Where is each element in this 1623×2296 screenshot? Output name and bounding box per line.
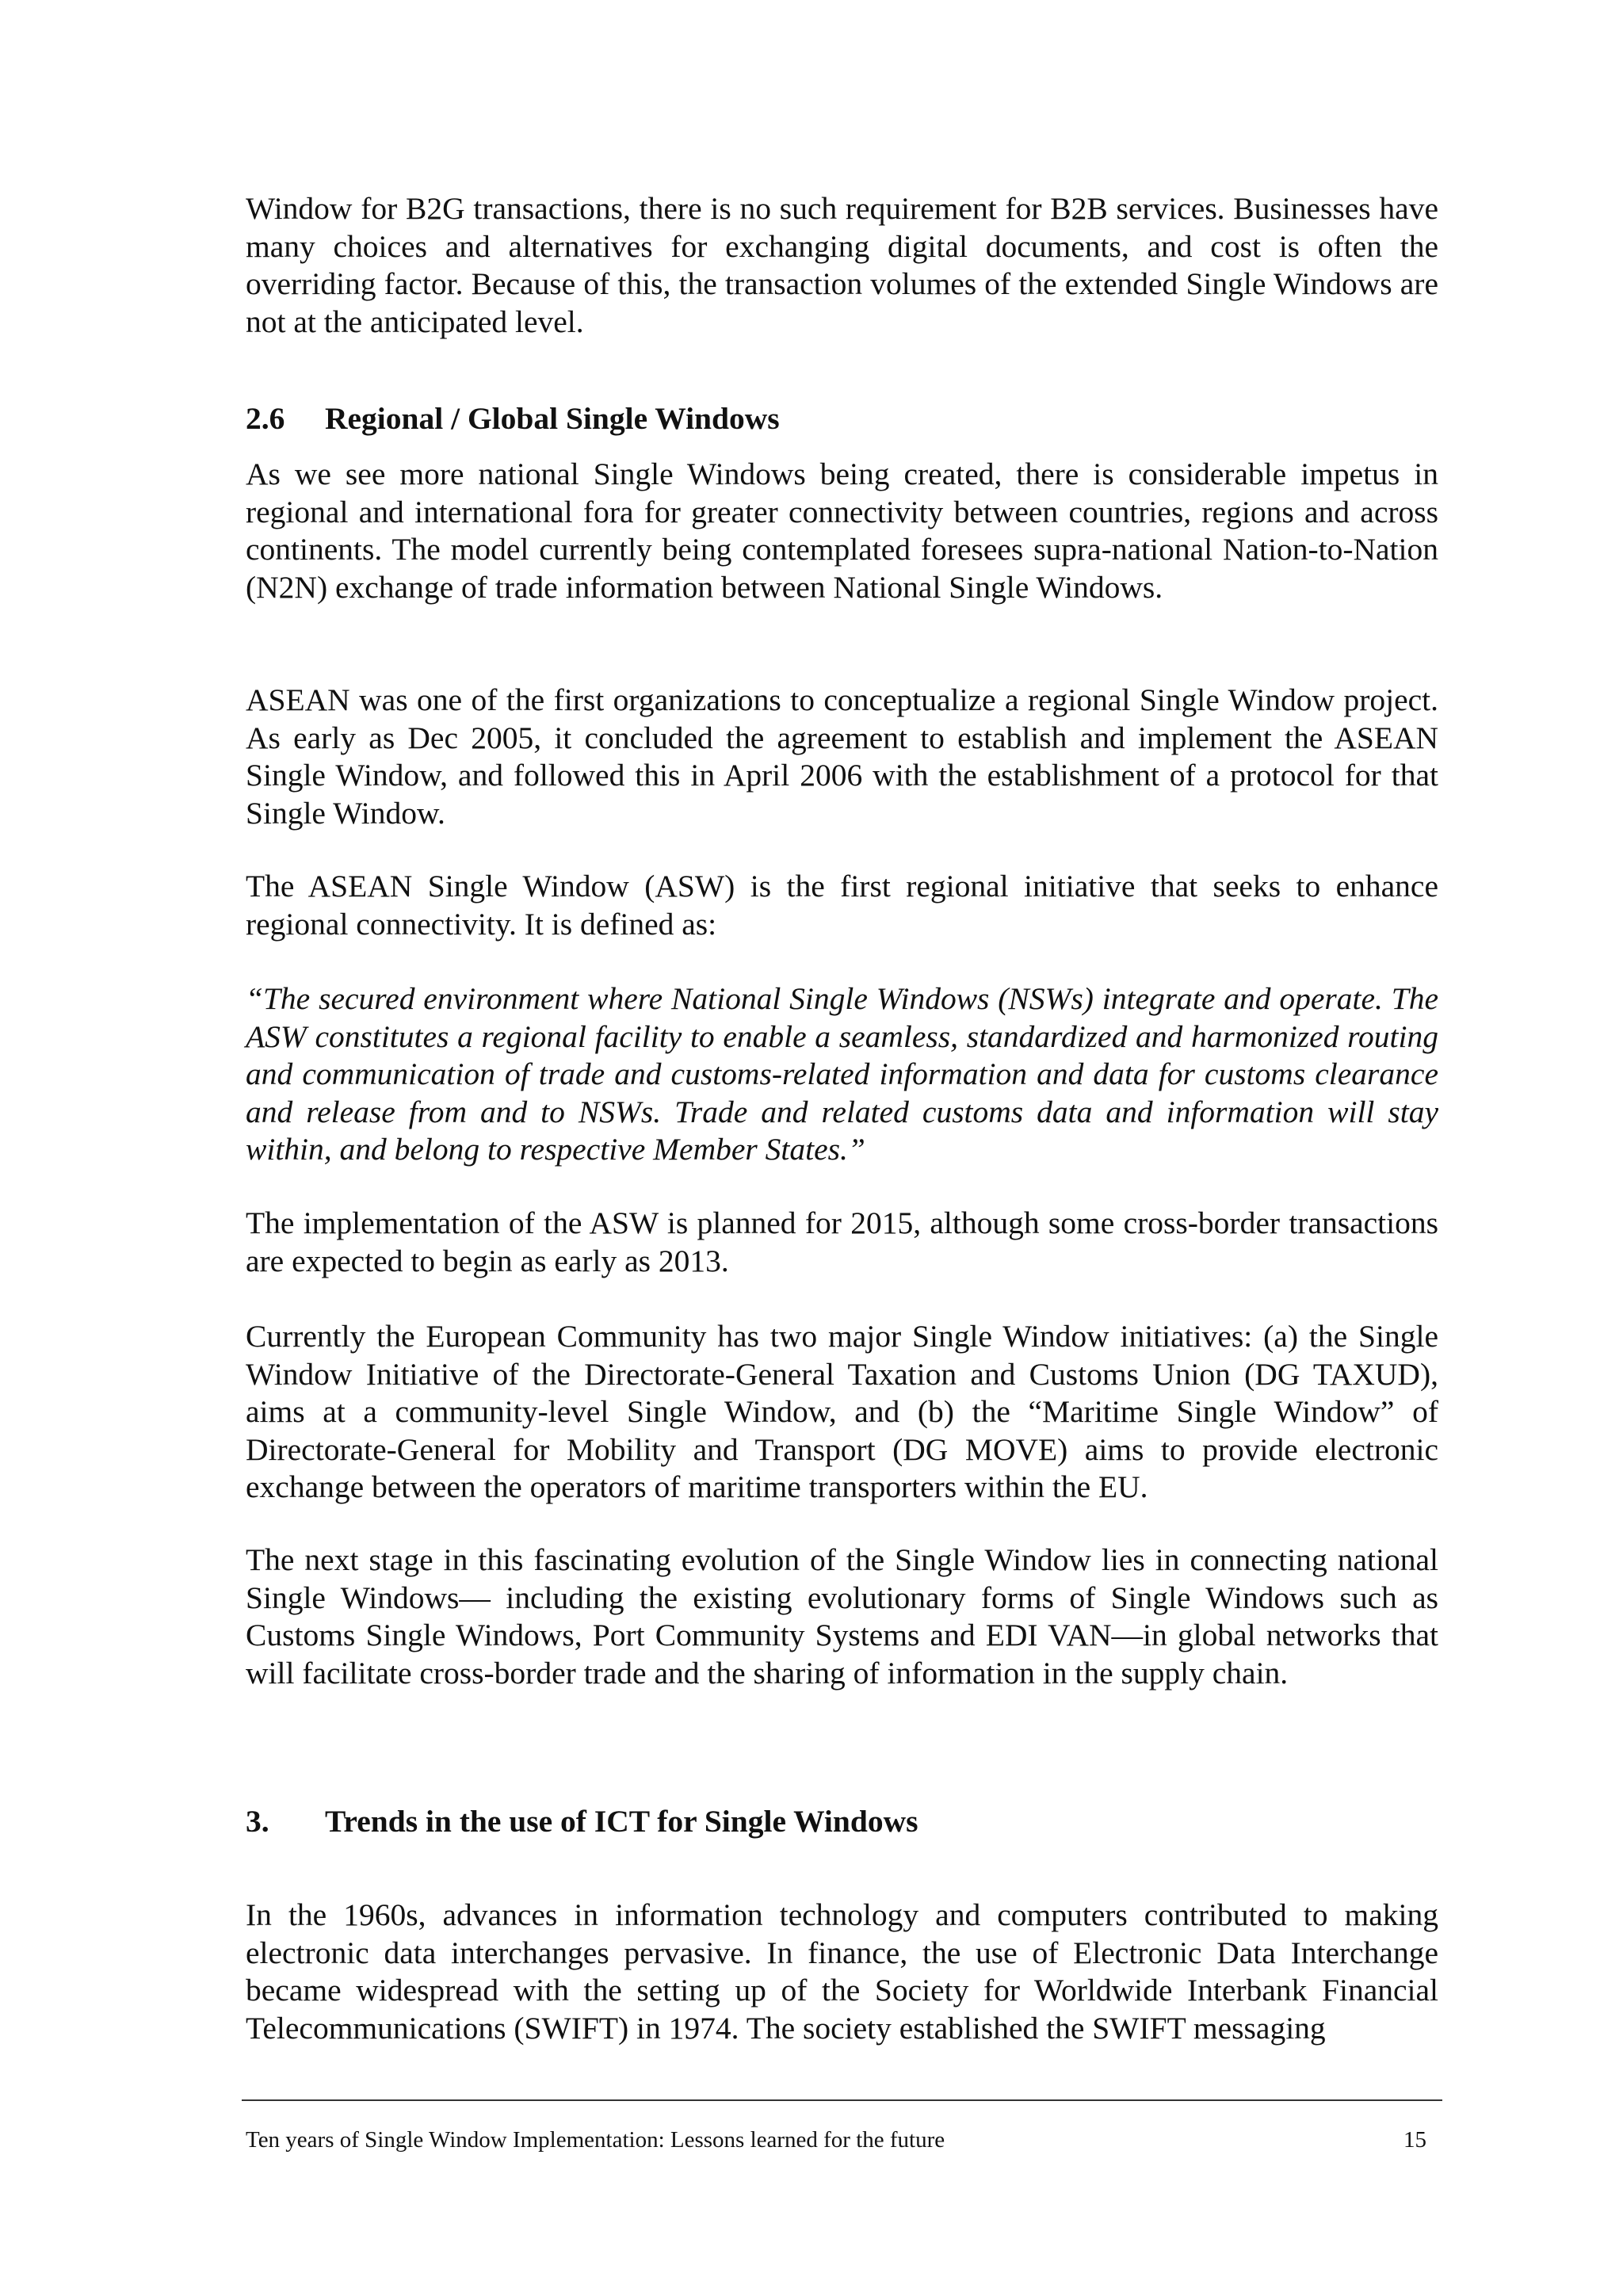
page-number: 15 (1403, 2127, 1426, 2153)
section-number: 2.6 (246, 401, 285, 436)
footer-divider (242, 2099, 1442, 2101)
paragraph-asw-intro: The ASEAN Single Window (ASW) is the first regional initiative that seeks to enhance regional connectivity. It is defined as: (246, 869, 1438, 942)
section-title: Trends in the use of ICT for Single Windows (325, 1804, 918, 1839)
paragraph-1960s-edi: In the 1960s, advances in information technology and computers contributed to making electronic data interchanges pervasive. In finance, the use of Electronic Data Interchange became widespread with the setting up of the Society for Worldwide Interbank Financial Telecommunications (SWIFT) in 1974. The society established the SWIFT messaging (246, 1897, 1438, 2046)
footer-title: Ten years of Single Window Implementation: Lessons learned for the future (246, 2127, 945, 2153)
paragraph-next-stage: The next stage in this fascinating evolution of the Single Window lies in connecting national Single Windows— including the existing evolutionary forms of Single Windows such as Customs Single Windows, Port Community Systems and EDI VAN—in global networks that will facilitate cross-border trade and the sharing of information in the supply chain. (246, 1542, 1438, 1690)
paragraph-national-single-windows: As we see more national Single Windows being created, there is considerable impetus in regional and international fora for greater connectivity between countries, regions and across continents. The model currently being contemplated foresees supra-national Nation-to-Nation (N2N) exchange of trade information between National Single Windows. (246, 457, 1438, 605)
paragraph-european-community: Currently the European Community has two major Single Window initiatives: (a) the Single Window Initiative of the Directorate-General Taxation and Customs Union (DG TAXUD), aims at a community-level Single Window, and (b) the “Maritime Single Window” of Directorate-General for Mobility and Transport (DG MOVE) aims to provide electronic exchange between the operators of maritime transporters within the EU. (246, 1319, 1438, 1504)
section-heading-3 (246, 1803, 1438, 1841)
page-footer (246, 2126, 1426, 2153)
section-heading-2-6 (246, 400, 1438, 438)
paragraph-asw-implementation: The implementation of the ASW is planned for 2015, although some cross-border transactions are expected to begin as early as 2013. (246, 1205, 1438, 1278)
paragraph-b2b-services: Window for B2G transactions, there is no such requirement for B2B services. Businesses have many choices and alternatives for exchanging digital documents, and cost is often the overriding factor. Because of this, the transaction volumes of the extended Single Windows are not at the anticipated level. (246, 191, 1438, 339)
section-number: 3. (246, 1804, 269, 1839)
section-title: Regional / Global Single Windows (325, 401, 780, 436)
quote-asw-definition: “The secured environment where National Single Windows (NSWs) integrate and operate. The ASW constitutes a regional facility to enable a seamless, standardized and harmonized routing and communication of trade and customs-related information and data for customs clearance and release from and to NSWs. Trade and related customs data and information will stay within, and belong to respective Member States.” (246, 981, 1438, 1167)
paragraph-asean-history: ASEAN was one of the first organizations to conceptualize a regional Single Window project. As early as Dec 2005, it concluded the agreement to establish and implement the ASEAN Single Window, and followed this in April 2006 with the establishment of a protocol for that Single Window. (246, 682, 1438, 831)
